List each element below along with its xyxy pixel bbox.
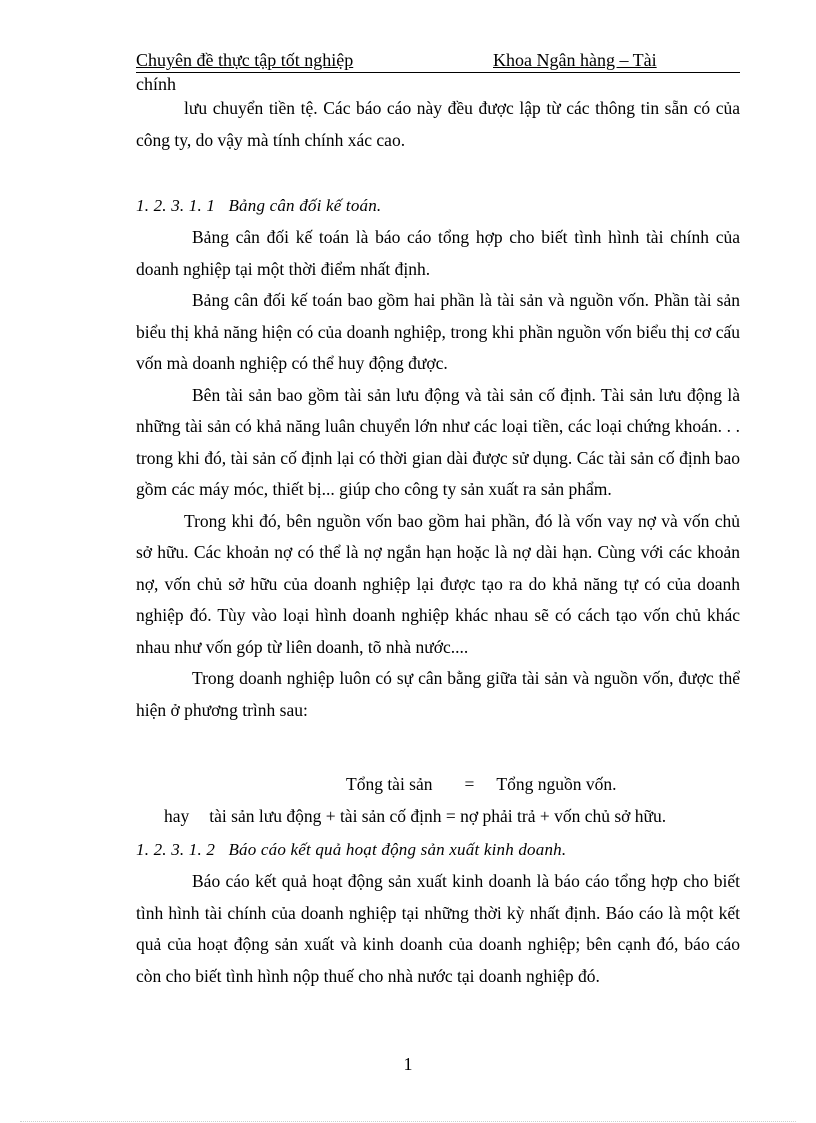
paragraph: Trong doanh nghiệp luôn có sự cân bằng giữa tài sản và nguồn vốn, được thể hiện ở phương trình sau: bbox=[136, 668, 740, 720]
section-number: 1. 2. 3. 1. 1 bbox=[136, 196, 216, 215]
section-2-body bbox=[136, 866, 740, 992]
equation-op: = bbox=[464, 774, 475, 794]
paragraph: Bảng cân đối kế toán là báo cáo tổng hợp cho biết tình hình tài chính của doanh nghiệp tại một thời điểm nhất định. bbox=[136, 227, 740, 279]
paragraph: Bên tài sản bao gồm tài sản lưu động và tài sản cố định. Tài sản lưu động là những tài sản có khả năng luân chuyển lớn như các loại tiền, các loại chứng khoán. . . trong khi đó, tài sản cố định lại có thời gian dài được sử dụng. Các tài sản cố định bao gồm các máy móc, thiết bị... giúp cho công ty sản xuất ra sản phẩm. bbox=[136, 384, 740, 499]
header-right-title: Khoa Ngân hàng – Tài bbox=[493, 50, 657, 70]
section-title: Bảng cân đối kế toán. bbox=[228, 196, 382, 215]
header-continuation: chính bbox=[136, 74, 176, 94]
page-header bbox=[136, 50, 740, 73]
section-1-body bbox=[136, 222, 740, 726]
equation-lhs: Tổng tài sản bbox=[346, 774, 433, 794]
section-heading-2 bbox=[136, 840, 566, 860]
equation-expanded: tài sản lưu động + tài sản cố định = nợ phải trả + vốn chủ sở hữu. bbox=[209, 806, 667, 826]
equation-hay: hay bbox=[164, 806, 190, 826]
intro-block bbox=[136, 93, 740, 156]
section-number: 1. 2. 3. 1. 2 bbox=[136, 840, 216, 859]
page-number: 1 bbox=[403, 1054, 413, 1074]
equation-rhs: Tổng nguồn vốn. bbox=[496, 774, 617, 794]
paragraph: Bảng cân đối kế toán bao gồm hai phần là tài sản và nguồn vốn. Phần tài sản biểu thị khả năng hiện có của doanh nghiệp, trong khi phần nguồn vốn biểu thị cơ cấu vốn mà doanh nghiệp có thể huy động được. bbox=[136, 290, 740, 373]
intro-paragraph: lưu chuyển tiền tệ. Các báo cáo này đều được lập từ các thông tin sẵn có của công ty, do vậy mà tính chính xác cao. bbox=[136, 98, 740, 150]
paragraph: Báo cáo kết quả hoạt động sản xuất kinh doanh là báo cáo tổng hợp cho biết tình hình tài chính của doanh nghiệp tại những thời kỳ nhất định. Báo cáo là một kết quả của hoạt động sản xuất và kinh doanh của doanh nghiệp; bên cạnh đó, báo cáo còn cho biết tình hình nộp thuế cho nhà nước tại doanh nghiệp đó. bbox=[136, 871, 740, 986]
section-title: Báo cáo kết quả hoạt động sản xuất kinh doanh. bbox=[228, 840, 567, 859]
paragraph: Trong khi đó, bên nguồn vốn bao gồm hai phần, đó là vốn vay nợ và vốn chủ sở hữu. Các khoản nợ có thể là nợ ngắn hạn hoặc là nợ dài hạn. Cùng với các khoản nợ, vốn chủ sở hữu của doanh nghiệp lại được tạo ra do khả năng tự có của doanh nghiệp đó. Tùy vào loại hình doanh nghiệp khác nhau sẽ có cách tạo vốn chủ khác nhau như vốn góp từ liên doanh, tõ nhà nước.... bbox=[136, 510, 740, 657]
equation-expanded-line bbox=[164, 806, 666, 827]
equation-line bbox=[346, 774, 616, 795]
section-heading-1 bbox=[136, 196, 381, 216]
header-left-title: Chuyên đề thực tập tốt nghiệp bbox=[136, 50, 354, 70]
page-bottom-divider bbox=[20, 1121, 796, 1122]
